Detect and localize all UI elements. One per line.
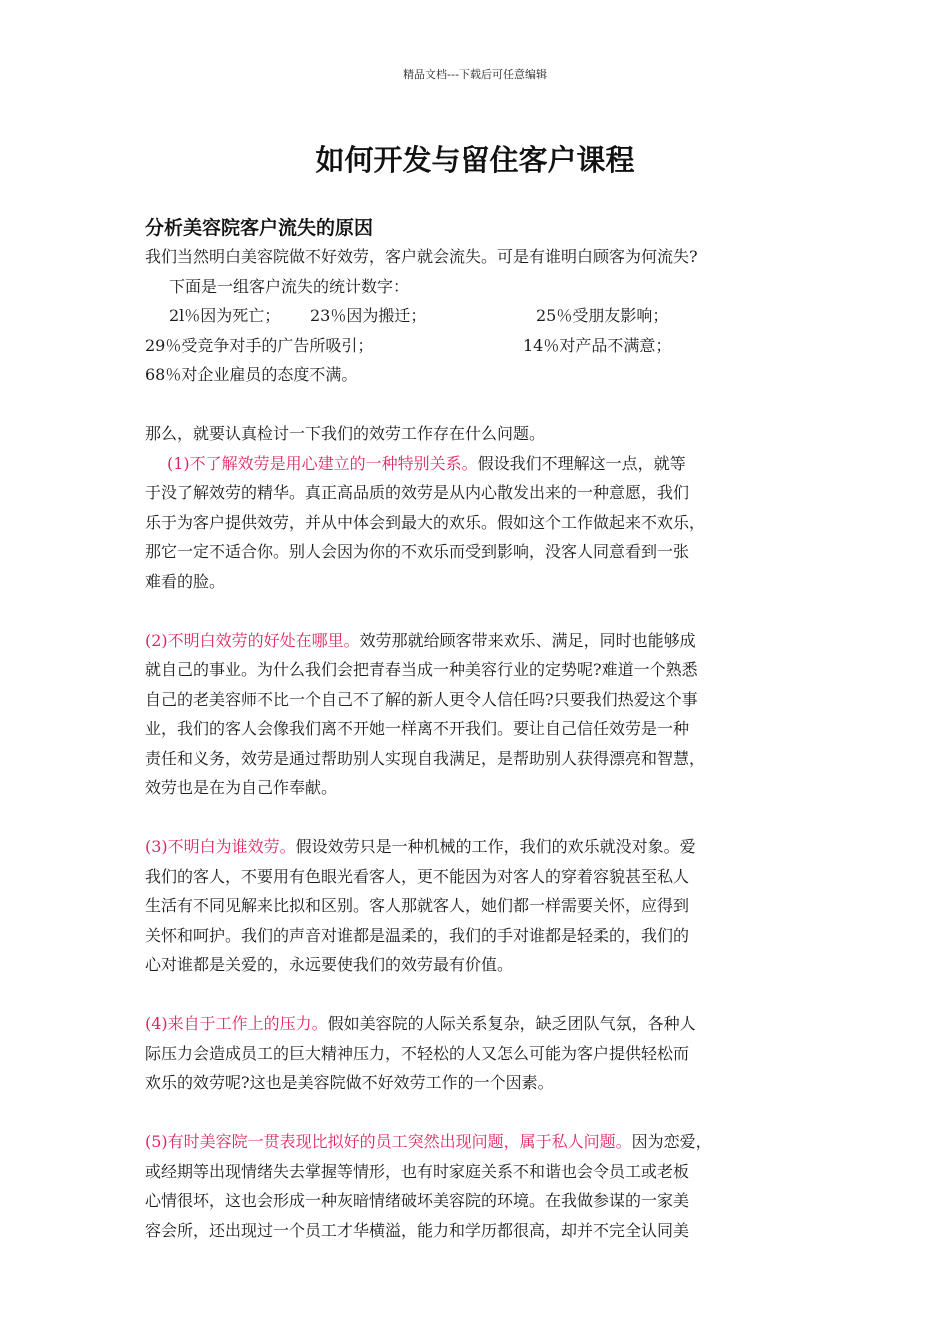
stat-item: 2l％因为死亡； (169, 306, 281, 325)
paragraph-text: 因为恋爱， (631, 1132, 712, 1151)
paragraph-heading: (5)有时美容院一贯表现比拟好的员工突然出现问题，属于私人问题。 (145, 1132, 632, 1151)
paragraph-1 (145, 449, 810, 597)
lead-in: 那么，就要认真检讨一下我们的效劳工作存在什么问题。 (145, 424, 546, 443)
paragraph-text: 效劳那就给顾客带来欢乐、满足，同时也能够成 (359, 630, 696, 650)
paragraph-text: 假设我们不理解这一点，就等 (477, 453, 686, 473)
paragraph-text: 假设效劳只是一种机械的工作，我们的欢乐就没对象。爱 (295, 837, 696, 856)
paragraph-text: 业，我们的客人会像我们离不开她一样离不开我们。要让自己信任效劳是一种 (145, 719, 690, 738)
paragraph-text: 关怀和呵护。我们的声音对谁都是温柔的，我们的手对谁都是轻柔的，我们的 (145, 925, 690, 945)
page-header: 精品文档---下载后可任意编辑 (403, 68, 547, 81)
paragraph-text: 自己的老美容师不比一个自己不了解的新人更令人信任吗?只要我们热爱这个事 (145, 689, 698, 709)
paragraph-text: 那它一定不适合你。别人会因为你的不欢乐而受到影响，没客人同意看到一张 (145, 542, 690, 561)
paragraph-heading: (2)不明白效劳的好处在哪里。 (145, 630, 360, 650)
paragraph-text: 生活有不同见解来比拟和区别。客人那就客人，她们都一样需要关怀，应得到 (145, 896, 690, 915)
paragraph-text: 际压力会造成员工的巨大精神压力，不轻松的人又怎么可能为客户提供轻松而 (145, 1043, 690, 1063)
intro-line: 下面是一组客户流失的统计数字： (169, 276, 410, 296)
paragraph-text: 欢乐的效劳呢?这也是美容院做不好效劳工作的一个因素。 (145, 1073, 554, 1092)
stat-item: 23％因为搬迁； (310, 306, 427, 325)
paragraph-3 (145, 832, 810, 980)
paragraph-text: 或经期等出现情绪失去掌握等情形，也有时家庭关系不和谐也会令员工或老板 (145, 1161, 690, 1181)
paragraph-text: 心情很坏，这也会形成一种灰暗情绪破坏美容院的环境。在我做参谋的一家美 (145, 1191, 690, 1210)
paragraph-heading: (1)不了解效劳是用心建立的一种特别关系。 (167, 453, 478, 473)
intro-line: 我们当然明白美容院做不好效劳，客户就会流失。可是有谁明白顾客为何流失? (145, 247, 698, 266)
paragraph-2 (145, 626, 810, 803)
paragraph-text: 乐于为客户提供效劳，并从中体会到最大的欢乐。假如这个工作做起来不欢乐， (145, 512, 706, 532)
paragraph-text: 容会所，还出现过一个员工才华横溢，能力和学历都很高，却并不完全认同美 (145, 1220, 690, 1240)
stat-item: 29％受竞争对手的广告所吸引； (145, 335, 374, 355)
paragraph-5 (145, 1127, 810, 1245)
stat-item: 14％对产品不满意； (523, 335, 672, 355)
stat-item: 68％对企业雇员的态度不满。 (145, 365, 358, 384)
stats-row (145, 331, 810, 361)
document-title: 如何开发与留住客户课程 (315, 143, 635, 177)
stats-row (145, 301, 810, 331)
paragraph-text: 心对谁都是关爱的，永远要使我们的效劳最有价值。 (145, 955, 514, 974)
document-body (145, 214, 810, 1245)
paragraph-text: 假如美容院的人际关系复杂，缺乏团队气氛，各种人 (327, 1014, 696, 1033)
section-title: 分析美容院客户流失的原因 (145, 217, 374, 239)
stat-item: 25％受朋友影响； (536, 306, 669, 325)
paragraph-text: 责任和义务，效劳是通过帮助别人实现自我满足，是帮助别人获得漂亮和智慧， (145, 748, 706, 768)
paragraph-text: 效劳也是在为自己作奉献。 (145, 778, 338, 797)
paragraph-text: 我们的客人，不要用有色眼光看客人，更不能因为对客人的穿着容貌甚至私人 (145, 866, 690, 886)
paragraph-4 (145, 1009, 810, 1098)
paragraph-heading: (3)不明白为谁效劳。 (145, 837, 296, 856)
paragraph-text: 难看的脸。 (145, 571, 226, 591)
paragraph-text: 于没了解效劳的精华。真正高品质的效劳是从内心散发出来的一种意愿，我们 (145, 483, 690, 502)
paragraph-text: 就自己的事业。为什么我们会把青春当成一种美容行业的定势呢?难道一个熟悉 (145, 660, 698, 679)
paragraph-heading: (4)来自于工作上的压力。 (145, 1014, 328, 1033)
